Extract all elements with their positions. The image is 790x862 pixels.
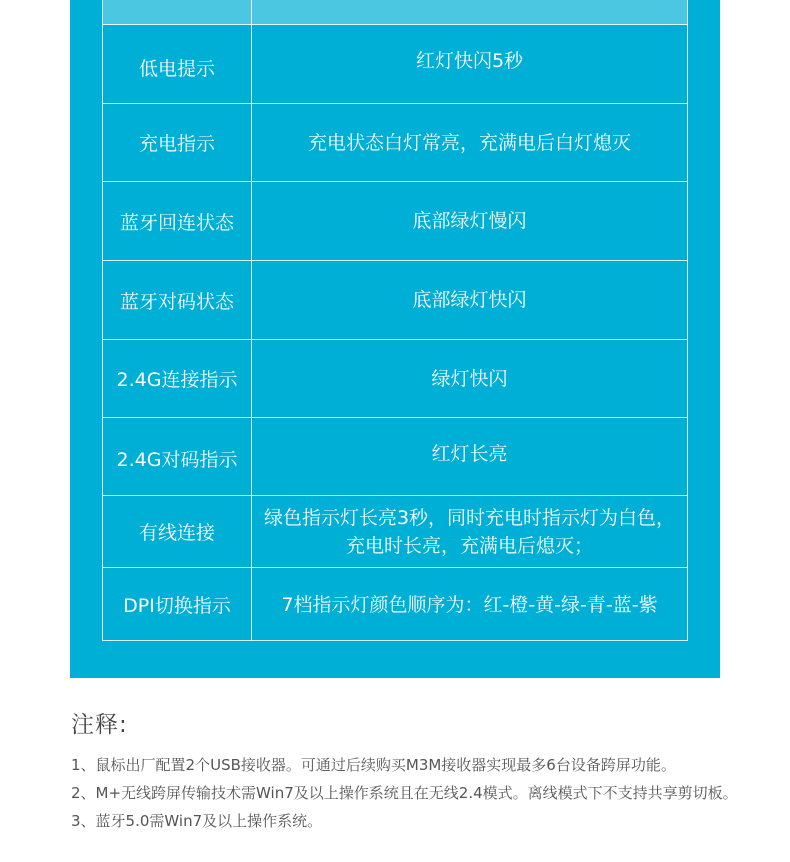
row-value: 充电状态白灯常亮，充满电后白灯熄灭 <box>307 131 631 154</box>
table-row <box>103 25 687 104</box>
table-row <box>103 0 687 25</box>
row-value: 底部绿灯快闪 <box>412 289 527 311</box>
row-label: 有线连接 <box>103 496 252 567</box>
indicator-table <box>102 0 688 641</box>
table-row <box>103 182 687 261</box>
table-row <box>103 496 687 568</box>
row-label: DPI切换指示 <box>103 568 252 641</box>
row-label: 充电指示 <box>103 104 252 181</box>
row-label: 低电提示 <box>103 25 252 103</box>
row-label <box>103 0 252 24</box>
row-label: 2.4G连接指示 <box>103 340 252 417</box>
notes-title: 注释: <box>71 712 128 738</box>
row-value: 7档指示灯颜色顺序为：红-橙-黄-绿-青-蓝-紫 <box>281 593 658 616</box>
table-row <box>103 340 687 418</box>
note-item: 1、鼠标出厂配置2个USB接收器。可通过后续购买M3M接收器实现最多6台设备跨屏功能。 <box>71 756 676 774</box>
row-label: 蓝牙对码状态 <box>103 261 252 339</box>
note-item: 3、蓝牙5.0需Win7及以上操作系统。 <box>71 812 323 830</box>
row-value: 底部绿灯慢闪 <box>412 210 527 232</box>
table-row <box>103 418 687 496</box>
table-row <box>103 104 687 182</box>
row-value: 红灯长亮 <box>431 442 508 465</box>
row-value: 红灯快闪5秒 <box>415 50 524 72</box>
row-value: 绿色指示灯长亮3秒，同时充电时指示灯为白色，充电时长亮，充满电后熄灭； <box>263 506 676 557</box>
notes-section <box>71 706 751 835</box>
table-row <box>103 568 687 641</box>
row-label: 蓝牙回连状态 <box>103 182 252 260</box>
spec-panel <box>70 0 720 678</box>
row-value: 绿灯快闪 <box>431 367 508 390</box>
row-label: 2.4G对码指示 <box>103 418 252 495</box>
table-row <box>103 261 687 340</box>
note-item: 2、M+无线跨屏传输技术需Win7及以上操作系统且在无线2.4模式。离线模式下不支持共享剪切板。 <box>71 784 738 802</box>
row-value <box>252 0 687 24</box>
